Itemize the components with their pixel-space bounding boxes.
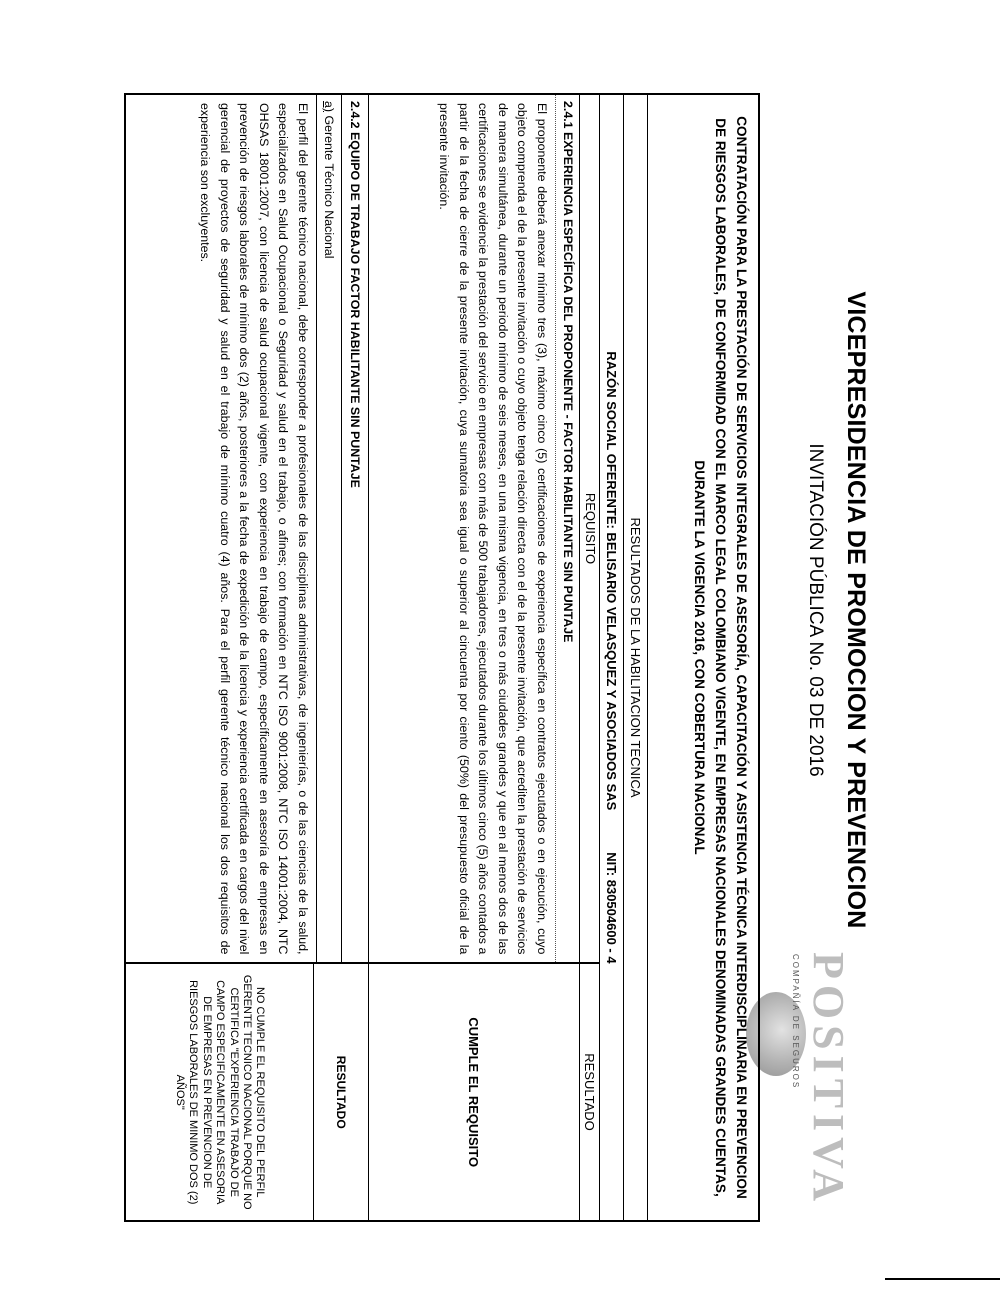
section-241-body: El proponente deberá anexar mínimo tres (3), máximo cinco (5) certificaciones de experiencia específica en contratos ejecutados o en ejecución, cuyo objeto comprenda el de la presente invitación o cuyo objeto tenga relación directa con el de la presente invitación, que acrediten la prestación de servicios de manera simultánea, durante un periodo mínimo de seis meses, en una misma vigencia, en tres o más ciudades grandes y que en al menos dos de las certificaciones se evidencie la prestación del servicio en empresas con más de 500 trabajadores, ejecutados durante los últimos cinco (5) años contados a partir de la fecha de cierre de la presente invitación, cuya sumatoria sea igual o superior al cincuenta por ciento (50%) del presupuesto oficial de la presente invitación.: [437, 103, 549, 955]
column-header-requisito: REQUISITO: [580, 95, 599, 964]
rotated-document-page: [150, 20, 870, 1210]
item-label: a): [322, 101, 336, 113]
evaluation-table: [124, 93, 760, 1222]
section-241-requirement: [369, 95, 579, 964]
section-242-result: NO CUMPLE EL REQUISITO DEL PERFIL GERENTE TECNICO NACIONAL PORQUE NO CERTIFICA "EXPERIENCIA TRABAJO DE CAMPO ESPECIFICAMENTE EN ASESORIA DE EMPRESAS EN PREVENCION DE RIESGOS LABORALES DE MINIMO DOS (2) AÑOS": [173, 974, 267, 1210]
company-name: RAZÓN SOCIAL OFERENTE: BELISARIO VELASQUEZ Y ASOCIADOS SAS: [604, 351, 619, 811]
results-heading: RESULTADOS DE LA HABILITACION TECNICA: [628, 517, 643, 798]
team-member-item: [316, 95, 341, 962]
logo-wordmark: POSITIVA: [804, 952, 853, 1208]
logo-tagline: COMPAÑÍA DE SEGUROS: [791, 954, 800, 1090]
contract-title: CONTRATACIÓN PARA LA PRESTACIÓN DE SERVICIOS INTEGRALES DE ASESORÍA, CAPACITACIÓN Y ASISTENCIA TÉCNICA INTERDISCIPLINARIA EN PREVENCION DE RIESGOS LABORALES, DE CONFORMIDAD CON EL MARCO LEGAL COLOMBIANO VIGENTE, EN EMPRESAS NACIONALES DENOMINADAS GRANDES CUENTAS, DURANTE LA VIGENCIA 2016, CON COBERTURA NACIONAL: [692, 116, 749, 1199]
section-242-heading: 2.4.2 EQUIPO DE TRABAJO FACTOR HABILITANTE SIN PUNTAJE: [341, 95, 368, 962]
company-nit: NIT: 830504600 - 4: [604, 852, 619, 964]
section-242-row: [126, 95, 368, 1220]
positiva-logo: [768, 952, 868, 1208]
contract-title-row: [647, 95, 758, 1220]
section-241-heading: 2.4.1 EXPERIENCIA ESPECÍFICA DEL PROPONENTE - FACTOR HABILITANTE SIN PUNTAJE: [555, 95, 579, 962]
company-row: [599, 95, 623, 1220]
section-242-requirement: [126, 95, 368, 964]
document-subtitle: INVITACIÓN PÚBLICA No. 03 DE 2016: [805, 443, 826, 777]
company-info: [600, 95, 623, 1220]
profile-body: El perfil del gerente técnico nacional, debe corresponder a profesionales de las disciplinas administrativas, de ingenierías, o de las ciencias de la salud, especializados en Salud Ocupacional o Seguridad y salud en el trabajo, o afines; con formación en NTC ISO 9001:2008, NTC ISO 14001:2004, NTC OHSAS 18001:2007, con licencia de salud ocupacional vigente, con experiencia en trabajo de campo, específicamente en asesoría de empresas en prevención de riesgos laborales de mínimo dos (2) años, posteriores a la fecha de expedición de la licencia y experiencia certificada en cargos del nivel gerencial de proyectos de seguridad y salud en el trabajo de mínimo cuatro (4) años. Para el perfil gerente técnico nacional los dos requisitos de experiencia son excluyentes.: [198, 103, 310, 955]
document-title: VICEPRESIDENCIA DE PROMOCION Y PREVENCION: [842, 291, 870, 929]
footer-rule: [885, 1278, 1000, 1280]
item-name: Gerente Técnico Nacional: [322, 115, 336, 259]
section-241-result: CUMPLE EL REQUISITO: [466, 1017, 482, 1168]
section-242-result-heading: RESULTADO: [313, 964, 368, 1220]
section-242-result-col: [126, 964, 368, 1220]
section-241-row: [368, 95, 579, 1220]
results-heading-row: [623, 95, 647, 1220]
column-header-row: [579, 95, 599, 1220]
column-header-resultado: RESULTADO: [582, 1053, 597, 1131]
